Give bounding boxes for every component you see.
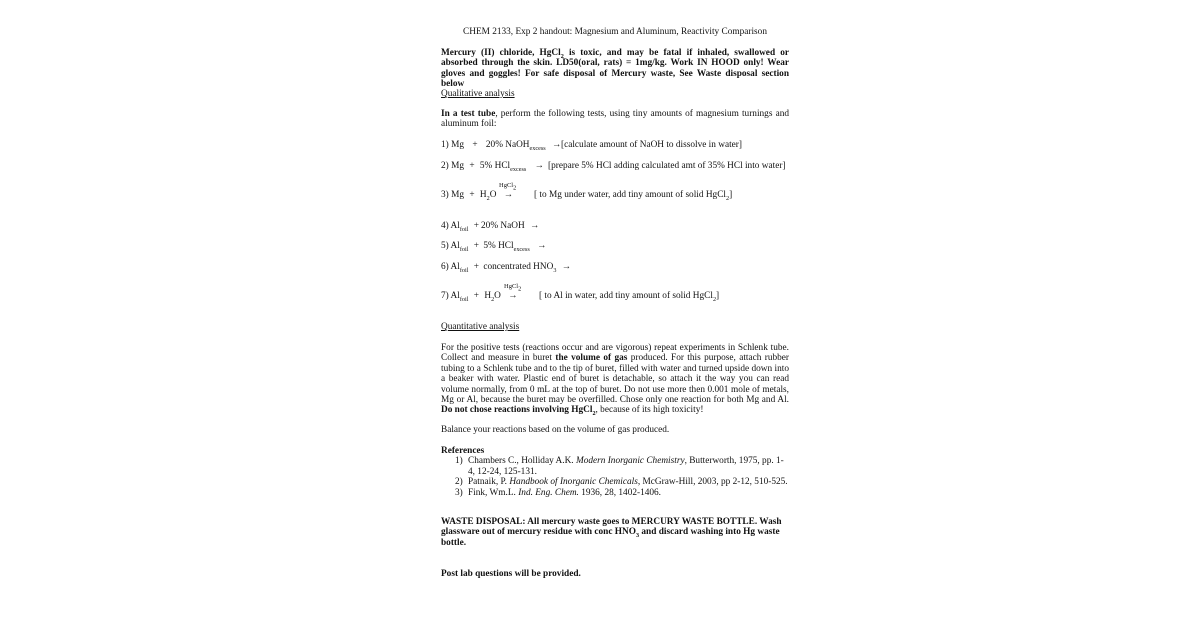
catalyst-label: HgCl$_2$ (504, 283, 522, 293)
qualitative-intro: In a test tube, perform the following tests, using tiny amounts of magnesium turnings and aluminum foil: (441, 109, 789, 130)
references-section (441, 446, 789, 498)
qualitative-heading: Qualitative analysis (441, 89, 515, 99)
post-lab-note: Post lab questions will be provided. (441, 569, 581, 579)
references-heading: References (441, 446, 485, 456)
reaction-3: HgCl$_2$ 3) $Mg + H_2O$ → [ to Mg under water, add tiny amount of solid HgCl$_2$] (441, 182, 733, 202)
waste-disposal: WASTE DISPOSAL: All mercury waste goes to MERCURY WASTE BOTTLE. Wash glassware out of mercury residue with conc $HNO_3$ and discard washing into Hg waste bottle. (441, 517, 782, 548)
reference-item: 1) Chambers C., Holliday A.K. Modern Inorganic Chemistry, Butterworth, 1975, pp. 1-4, 12-24, 125-131. (455, 456, 784, 477)
arrow-icon: → (561, 262, 572, 272)
quantitative-heading: Quantitative analysis (441, 322, 520, 332)
reaction-5: 5) $Al_{foil} + 5\%$ HCl$_{excess}$ → (441, 241, 547, 253)
arrow-icon: → (537, 241, 547, 251)
reaction-6: 6) $Al_{foil}$ + concentrated $HNO_3$ → (441, 262, 572, 274)
arrow-icon: → (552, 140, 562, 150)
arrow-icon: → (534, 161, 544, 171)
document-header: CHEM 2133, Exp 2 handout: Magnesium and Aluminum, Reactivity Comparison (463, 27, 767, 37)
arrow-icon: → (503, 190, 514, 200)
reference-item: 3) Fink, Wm.L. Ind. Eng. Chem. 1936, 28, 1402-1406. (455, 487, 662, 498)
reference-item: 2) Patnaik, P. Handbook of Inorganic Chemicals, McGraw-Hill, 2003, pp 2-12, 510-525. (455, 477, 788, 488)
arrow-icon: → (530, 221, 540, 231)
safety-warning: Mercury (II) chloride, HgCl$_2$ is toxic, and may be fatal if inhaled, swallowed or absorbed through the skin. LD50(oral, rats) = 1mg/kg. Work IN HOOD only! Wear gloves and goggles! For safe disposal of Mercury waste, See Waste disposal section below (441, 48, 789, 90)
reaction-2: 2) Mg + 5% HCl$_{excess}$ → [prepare 5% HCl adding calculated amt of 35% HCl into water] (441, 161, 786, 173)
catalyst-label: HgCl$_2$ (499, 182, 517, 192)
quantitative-procedure: For the positive tests (reactions occur and are vigorous) repeat experiments in Schlenk tube. Collect and measure in buret the volume of gas produced. For this purpose, attach rubber tubing to a Schlenk tube and to the tip of buret, filled with water and turned upside down into a beaker with water. Plastic end of buret is detachable, so attach it the way you can read volume normally, from 0 mL at the top of buret. Do not use more then 0.001 mole of metals, Mg or Al, because the buret may be overfilled. Chose only one reaction for both Mg and Al. Do not chose reactions involving HgCl$_2$, because of its high toxicity! (441, 343, 790, 418)
balance-instruction: Balance your reactions based on the volume of gas produced. (441, 425, 670, 435)
reaction-1: 1) Mg + 20% NaOH$_{excess}$ → [calculate amount of NaOH to dissolve in water] (441, 140, 742, 152)
reaction-4: 4) $Al_{foil} + 20\%$ NaOH → (441, 221, 540, 233)
reaction-7: HgCl$_2$ 7) $Al_{foil} + H_2O$ → [ to Al in water, add tiny amount of solid HgCl$_2$] (441, 283, 720, 303)
arrow-icon: → (508, 291, 518, 301)
